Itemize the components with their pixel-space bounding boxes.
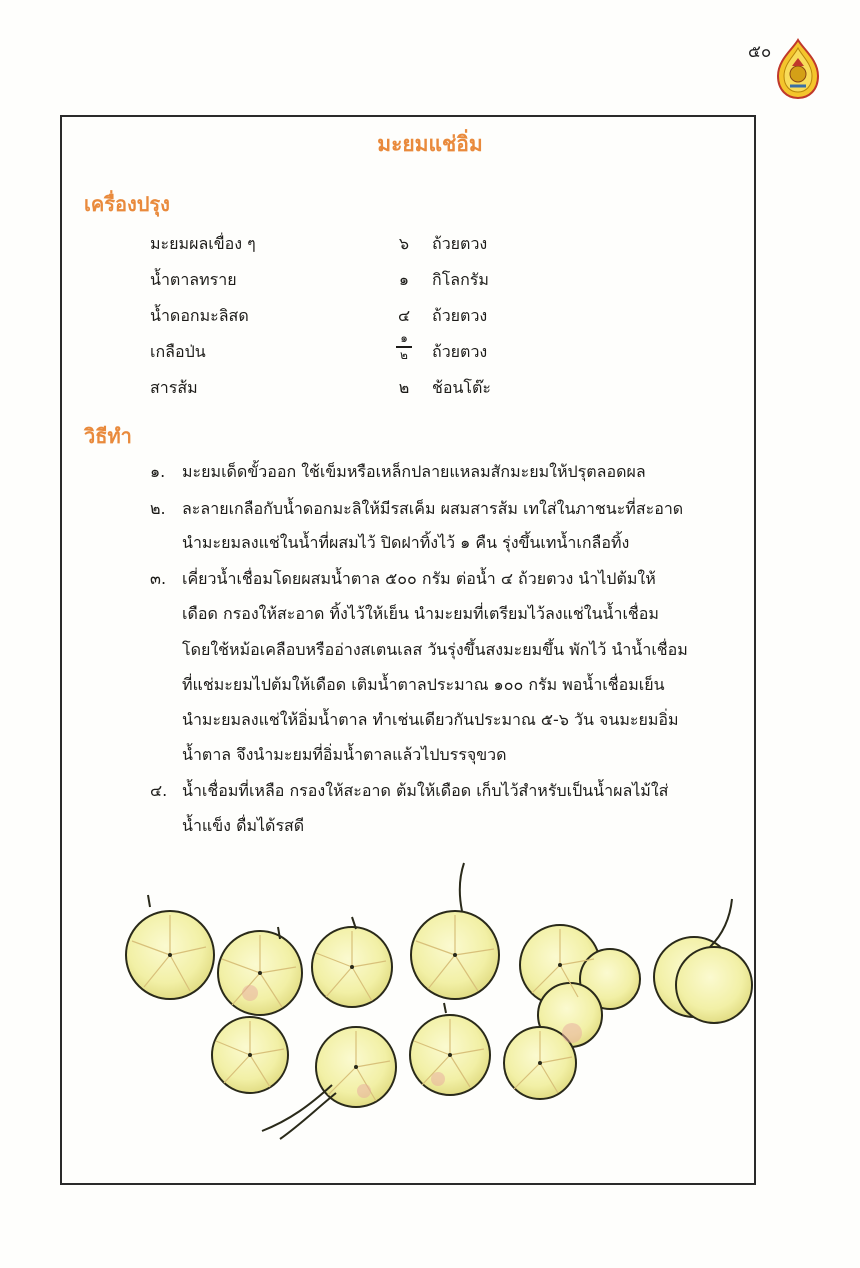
- step-line: น้ำแข็ง ดื่มได้รสดี: [182, 816, 305, 835]
- step-number: ๔.: [150, 781, 168, 800]
- star-gooseberry-illustration: [110, 855, 760, 1145]
- ingredients-heading: เครื่องปรุง: [84, 192, 170, 216]
- page-number: ๕๐: [748, 42, 772, 62]
- ingredient-name: เกลือป่น: [150, 342, 206, 361]
- ingredient-qty-fraction: [396, 332, 412, 362]
- fraction-numerator: ๑: [400, 331, 408, 345]
- method-heading: วิธีทำ: [84, 424, 132, 448]
- ingredient-name: น้ำตาลทราย: [150, 270, 237, 289]
- ingredient-unit: ถ้วยตวง: [432, 342, 488, 361]
- step-line: น้ำตาล จึงนำมะยมที่อิ่มน้ำตาลแล้วไปบรรจุขวด: [182, 745, 507, 764]
- ingredient-name: น้ำดอกมะลิสด: [150, 306, 249, 325]
- step-number: ๓.: [150, 569, 167, 588]
- step-line: นำมะยมลงแช่ในน้ำที่ผสมไว้ ปิดฝาทิ้งไว้ ๑ คืน รุ่งขึ้นเทน้ำเกลือทิ้ง: [182, 533, 630, 552]
- ingredient-unit: ถ้วยตวง: [432, 306, 488, 325]
- step-line: มะยมเด็ดขั้วออก ใช้เข็มหรือเหล็กปลายแหลมสักมะยมให้ปรุตลอดผล: [182, 462, 646, 481]
- step-line: เคี่ยวน้ำเชื่อมโดยผสมน้ำตาล ๕๐๐ กรัม ต่อน้ำ ๔ ถ้วยตวง นำไปต้มให้: [182, 569, 656, 588]
- step-line: ละลายเกลือกับน้ำดอกมะลิให้มีรสเค็ม ผสมสารส้ม เทใส่ในภาชนะที่สะอาด: [182, 499, 684, 518]
- step-number: ๒.: [150, 499, 166, 518]
- ingredient-name: สารส้ม: [150, 378, 198, 397]
- ingredient-qty: ๑: [398, 270, 410, 289]
- ingredient-qty: ๖: [398, 234, 410, 253]
- step-line: โดยใช้หม้อเคลือบหรืออ่างสเตนเลส วันรุ่งขึ้นสงมะยมขึ้น พักไว้ นำน้ำเชื่อม: [182, 640, 688, 659]
- step-line: ที่แช่มะยมไปต้มให้เดือด เติมน้ำตาลประมาณ ๑๐๐ กรัม พอน้ำเชื่อมเย็น: [182, 675, 665, 694]
- recipe-title: มะยมแช่อิ่ม: [377, 132, 483, 156]
- step-line: น้ำเชื่อมที่เหลือ กรองให้สะอาด ต้มให้เดือด เก็บไว้สำหรับเป็นน้ำผลไม้ใส่: [182, 781, 669, 800]
- ingredient-qty: ๒: [398, 378, 410, 397]
- ingredient-unit: กิโลกรัม: [432, 270, 489, 289]
- ingredient-qty: ๔: [397, 306, 411, 325]
- fraction-denominator: ๒: [400, 348, 408, 362]
- fruit: [676, 947, 752, 1023]
- ingredient-unit: ถ้วยตวง: [432, 234, 488, 253]
- royal-crest-icon: [774, 38, 822, 100]
- ingredient-unit: ช้อนโต๊ะ: [432, 378, 491, 397]
- step-line: นำมะยมลงแช่ให้อิ่มน้ำตาล ทำเช่นเดียวกันประมาณ ๕-๖ วัน จนมะยมอิ่ม: [182, 710, 679, 729]
- step-number: ๑.: [150, 462, 166, 481]
- ingredient-name: มะยมผลเขื่อง ๆ: [150, 234, 256, 253]
- step-line: เดือด กรองให้สะอาด ทิ้งไว้ให้เย็น นำมะยมที่เตรียมไว้ลงแช่ในน้ำเชื่อม: [182, 604, 659, 623]
